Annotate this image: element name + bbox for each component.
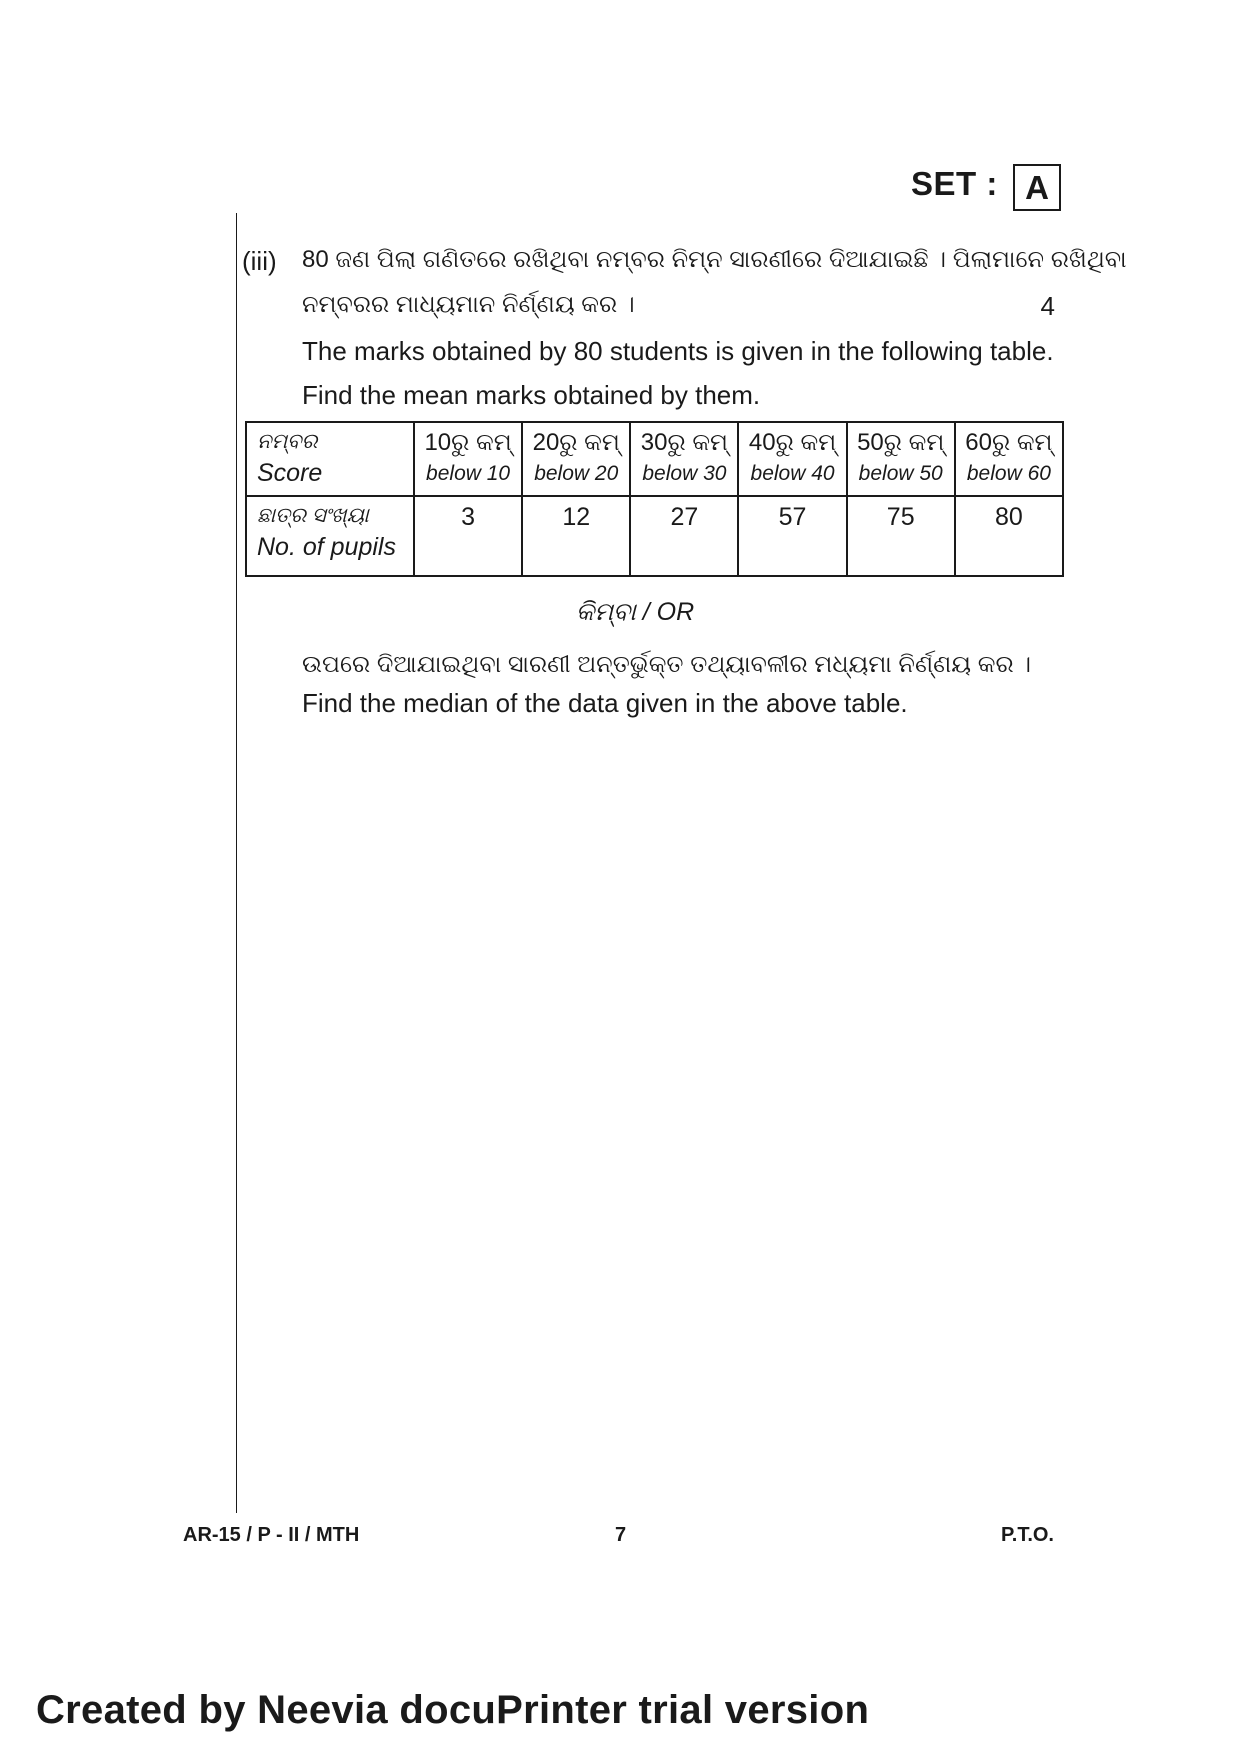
alternative-odia-line: ଉପରେ ଦିଆଯାଇଥିବା ସାରଣୀ ଅନ୍ତର୍ଭୁକ୍ତ ତଥ୍ୟାବଳୀର ମଧ୍ୟମା ନିର୍ଣ୍ଣୟ କର । <box>302 651 1032 678</box>
score-cell-english: below 20 <box>534 462 619 485</box>
set-label: SET : <box>911 165 998 202</box>
score-table <box>245 421 1064 577</box>
footer-page-number: 7 <box>615 1524 627 1546</box>
score-cell-odia: 20ରୁ କମ୍ <box>532 429 620 456</box>
score-cell <box>847 422 955 496</box>
pupils-value: 27 <box>670 503 699 531</box>
score-cell-english: below 50 <box>858 462 943 485</box>
pupils-cell <box>738 496 846 576</box>
question-odia-line-2: ନମ୍ବରର ମାଧ୍ୟମାନ ନିର୍ଣ୍ଣୟ କର । <box>302 291 635 318</box>
score-cell <box>955 422 1063 496</box>
question-marks: 4 <box>1040 291 1055 321</box>
footer-pto: P.T.O. <box>1001 1524 1054 1546</box>
pupils-header-english: No. of pupils <box>257 533 396 561</box>
score-cell-english: below 60 <box>966 462 1051 485</box>
score-cell-odia: 30ରୁ କମ୍ <box>640 429 729 456</box>
score-cell <box>630 422 738 496</box>
score-row-header <box>246 422 414 496</box>
pupils-header-odia: ଛାତ୍ର ସଂଖ୍ୟା <box>257 504 369 527</box>
score-cell-english: below 40 <box>750 462 835 485</box>
question-number: (iii) <box>242 246 277 276</box>
score-cell <box>414 422 522 496</box>
score-cell-odia: 60ରୁ କମ୍ <box>965 429 1053 456</box>
score-cell-odia: 50ରୁ କମ୍ <box>857 429 945 456</box>
question-english-line-1: The marks obtained by 80 students is given in the following table. <box>302 336 1054 366</box>
pupils-cell <box>955 496 1063 576</box>
score-cell-odia: 10ରୁ କମ୍ <box>424 429 512 456</box>
watermark-text: Created by Neevia docuPrinter trial version <box>36 1688 870 1732</box>
score-header-odia: ନମ୍ବର <box>257 430 318 453</box>
pupils-value: 3 <box>461 503 476 531</box>
pupils-value: 12 <box>562 503 591 531</box>
question-odia-line-1: 80 ଜଣ ପିଲା ଗଣିତରେ ରଖିଥିବା ନମ୍ବର ନିମ୍ନ ସାରଣୀରେ ଦିଆଯାଇଛି । ପିଲାମାନେ ରଖିଥିବା <box>302 246 1127 273</box>
pupils-value: 57 <box>778 503 807 531</box>
score-cell-english: below 30 <box>642 462 727 485</box>
pupils-row <box>246 496 1063 576</box>
score-cell-english: below 10 <box>426 462 511 485</box>
pupils-cell <box>847 496 955 576</box>
score-cell <box>738 422 846 496</box>
score-cell-odia: 40ରୁ କମ୍ <box>748 429 837 456</box>
footer-paper-code: AR-15 / P - II / MTH <box>183 1524 360 1546</box>
pupils-cell <box>630 496 738 576</box>
or-separator: କିମ୍ବା / OR <box>575 598 695 626</box>
question-english-line-2: Find the mean marks obtained by them. <box>302 380 761 410</box>
pupils-row-header <box>246 496 414 576</box>
pupils-cell <box>414 496 522 576</box>
pupils-value: 75 <box>886 503 915 531</box>
score-header-english: Score <box>257 459 323 487</box>
margin-line <box>236 213 237 1513</box>
pupils-cell <box>522 496 630 576</box>
pupils-value: 80 <box>994 503 1023 531</box>
score-row <box>246 422 1063 496</box>
set-value-box: A <box>1013 164 1061 211</box>
score-cell <box>522 422 630 496</box>
alternative-english-line: Find the median of the data given in the above table. <box>302 688 908 718</box>
